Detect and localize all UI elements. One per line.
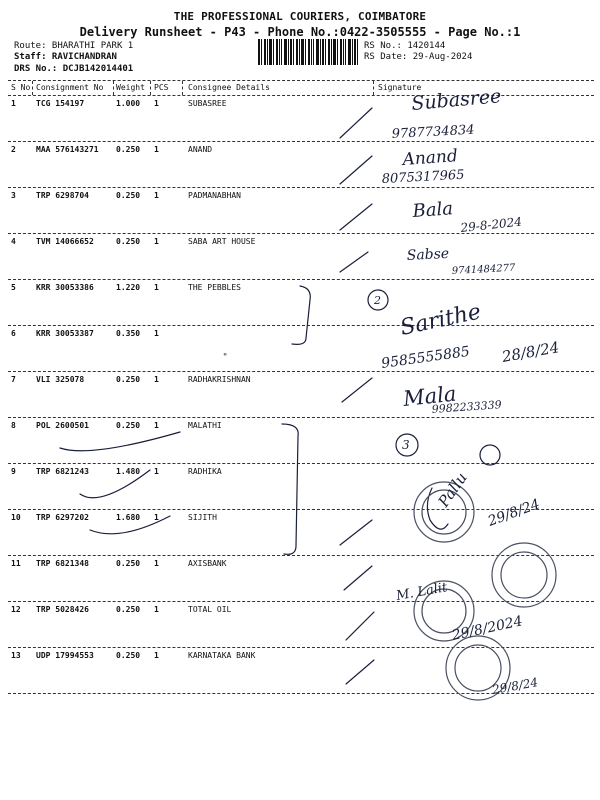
row-pcs: 1 <box>154 651 159 660</box>
handwritten-r5-count: 2 <box>374 294 381 307</box>
handwritten-r4-num: 9741484277 <box>451 262 516 277</box>
row-consignee: RADHIKA <box>188 467 222 476</box>
row-pcs: 1 <box>154 421 159 430</box>
row-pcs: 1 <box>154 99 159 108</box>
handwritten-r13-date: 29/8/24 <box>491 675 540 697</box>
row-pcs: 1 <box>154 329 159 338</box>
row-consignee: AXISBANK <box>188 559 227 568</box>
handwritten-r5-name: Sarithe <box>398 299 484 341</box>
handwritten-r6-date: 28/8/24 <box>500 338 561 366</box>
drs-number: DRS No.: DCJB142014401 <box>14 64 134 74</box>
row-pcs: 1 <box>154 375 159 384</box>
row-consignee: TOTAL OIL <box>188 605 232 614</box>
table-row <box>8 233 594 280</box>
table-row <box>8 141 594 188</box>
row-weight: 1.680 <box>116 513 141 522</box>
row-weight: 0.250 <box>116 651 141 660</box>
handwritten-r1-name: Subasree <box>410 85 503 115</box>
row-weight: 1.220 <box>116 283 141 292</box>
row-consignment: TRP 6821348 <box>36 559 89 568</box>
row-sno: 7 <box>11 375 16 384</box>
row-sno: 4 <box>11 237 16 246</box>
row-pcs: 1 <box>154 513 159 522</box>
handwritten-r3-date: 29-8-2024 <box>459 214 523 235</box>
table-row <box>8 555 594 602</box>
row-sno: 9 <box>11 467 16 476</box>
row-sno: 10 <box>11 513 21 522</box>
col-signature: Signature <box>378 83 422 92</box>
row-consignment: KRR 30053387 <box>36 329 94 338</box>
table-row <box>8 95 594 142</box>
row-weight: 0.250 <box>116 605 141 614</box>
table-row <box>8 463 594 510</box>
row-consignee: SIJITH <box>188 513 217 522</box>
handwritten-r9-date: 29/8/24 <box>485 496 543 530</box>
table-row <box>8 417 594 464</box>
row-consignment: TRP 6821243 <box>36 467 89 476</box>
col-weight: Weight <box>116 83 145 92</box>
table-row <box>8 371 594 418</box>
row-consignment: UDP 17994553 <box>36 651 94 660</box>
row-pcs: 1 <box>154 191 159 200</box>
row-weight: 0.250 <box>116 145 141 154</box>
col-pcs: PCS <box>154 83 169 92</box>
rs-number: RS No.: 1420144 <box>364 41 446 51</box>
handwritten-r6-phone: 9585555885 <box>380 343 471 372</box>
handwritten-r7-phone: 9982233339 <box>431 398 503 416</box>
row-sno: 1 <box>11 99 16 108</box>
row-consignment: TRP 6298704 <box>36 191 89 200</box>
table-row <box>8 325 594 372</box>
row-weight: 0.250 <box>116 421 141 430</box>
row-consignee: THE PEBBLES <box>188 283 241 292</box>
row-weight: 0.250 <box>116 237 141 246</box>
row-pcs: 1 <box>154 237 159 246</box>
row-sno: 11 <box>11 559 21 568</box>
row-consignment: TRP 6297202 <box>36 513 89 522</box>
row-weight: 0.250 <box>116 191 141 200</box>
row-pcs: 1 <box>154 559 159 568</box>
row-consignment: MAA 576143271 <box>36 145 99 154</box>
route-label: Route: BHARATHI PARK 1 <box>14 41 134 51</box>
row-weight: 0.250 <box>116 375 141 384</box>
row-pcs: 1 <box>154 467 159 476</box>
row-pcs: 1 <box>154 145 159 154</box>
row-consignee: MALATHI <box>188 421 222 430</box>
col-sno: S No <box>11 83 31 92</box>
row-sno: 8 <box>11 421 16 430</box>
col-consignee-details: Consignee Details <box>188 83 270 92</box>
row-consignee: SUBASREE <box>188 99 227 108</box>
runsheet-subtitle: Delivery Runsheet - P43 - Phone No.:0422-3505555 - Page No.:1 <box>79 25 521 39</box>
row-sno: 2 <box>11 145 16 154</box>
row-consignment: KRR 30053386 <box>36 283 94 292</box>
row-consignment: TRP 5028426 <box>36 605 89 614</box>
row-consignee: SABA ART HOUSE <box>188 237 256 246</box>
row-weight: 0.350 <box>116 329 141 338</box>
table-row <box>8 187 594 234</box>
table-row <box>8 279 594 326</box>
handwritten-r3-name: Bala <box>411 198 454 222</box>
row-consignment: TVM 14066652 <box>36 237 94 246</box>
ditto-mark: " <box>223 353 228 363</box>
table-row <box>8 509 594 556</box>
handwritten-r2-name: Anand <box>401 146 459 170</box>
handwritten-r12-date: 29/8/2024 <box>450 613 525 644</box>
handwritten-r2-phone: 8075317965 <box>381 167 465 187</box>
barcode <box>258 39 358 65</box>
row-consignee: PADMANABHAN <box>188 191 241 200</box>
row-consignment: TCG 154197 <box>36 99 85 108</box>
row-sno: 3 <box>11 191 16 200</box>
table-header <box>8 80 594 96</box>
row-consignee: ANAND <box>188 145 213 154</box>
handwritten-r8-count: 3 <box>402 438 410 452</box>
col-consignment: Consignment No <box>36 83 104 92</box>
row-sno: 5 <box>11 283 16 292</box>
row-weight: 0.250 <box>116 559 141 568</box>
row-consignee: RADHAKRISHNAN <box>188 375 251 384</box>
handwritten-r11-signature: M. Lalit <box>395 580 449 604</box>
handwritten-r7-name: Mala <box>402 381 458 411</box>
row-consignment: POL 2600501 <box>36 421 89 430</box>
row-sno: 6 <box>11 329 16 338</box>
row-sno: 13 <box>11 651 21 660</box>
row-consignment: VLI 325078 <box>36 375 85 384</box>
row-pcs: 1 <box>154 605 159 614</box>
row-consignee: KARNATAKA BANK <box>188 651 256 660</box>
row-sno: 12 <box>11 605 21 614</box>
table-row <box>8 647 594 694</box>
handwritten-r4-name: Sabse <box>406 245 450 264</box>
row-weight: 1.480 <box>116 467 141 476</box>
table-row <box>8 601 594 648</box>
rs-date: RS Date: 29-Aug-2024 <box>364 52 473 62</box>
row-pcs: 1 <box>154 283 159 292</box>
staff-label: Staff: RAVICHANDRAN <box>14 52 117 62</box>
company-title: THE PROFESSIONAL COURIERS, COIMBATORE <box>173 10 427 23</box>
handwritten-r9-signature: Pallu <box>434 469 471 511</box>
row-weight: 1.000 <box>116 99 141 108</box>
handwritten-r1-phone: 9787734834 <box>391 122 475 142</box>
